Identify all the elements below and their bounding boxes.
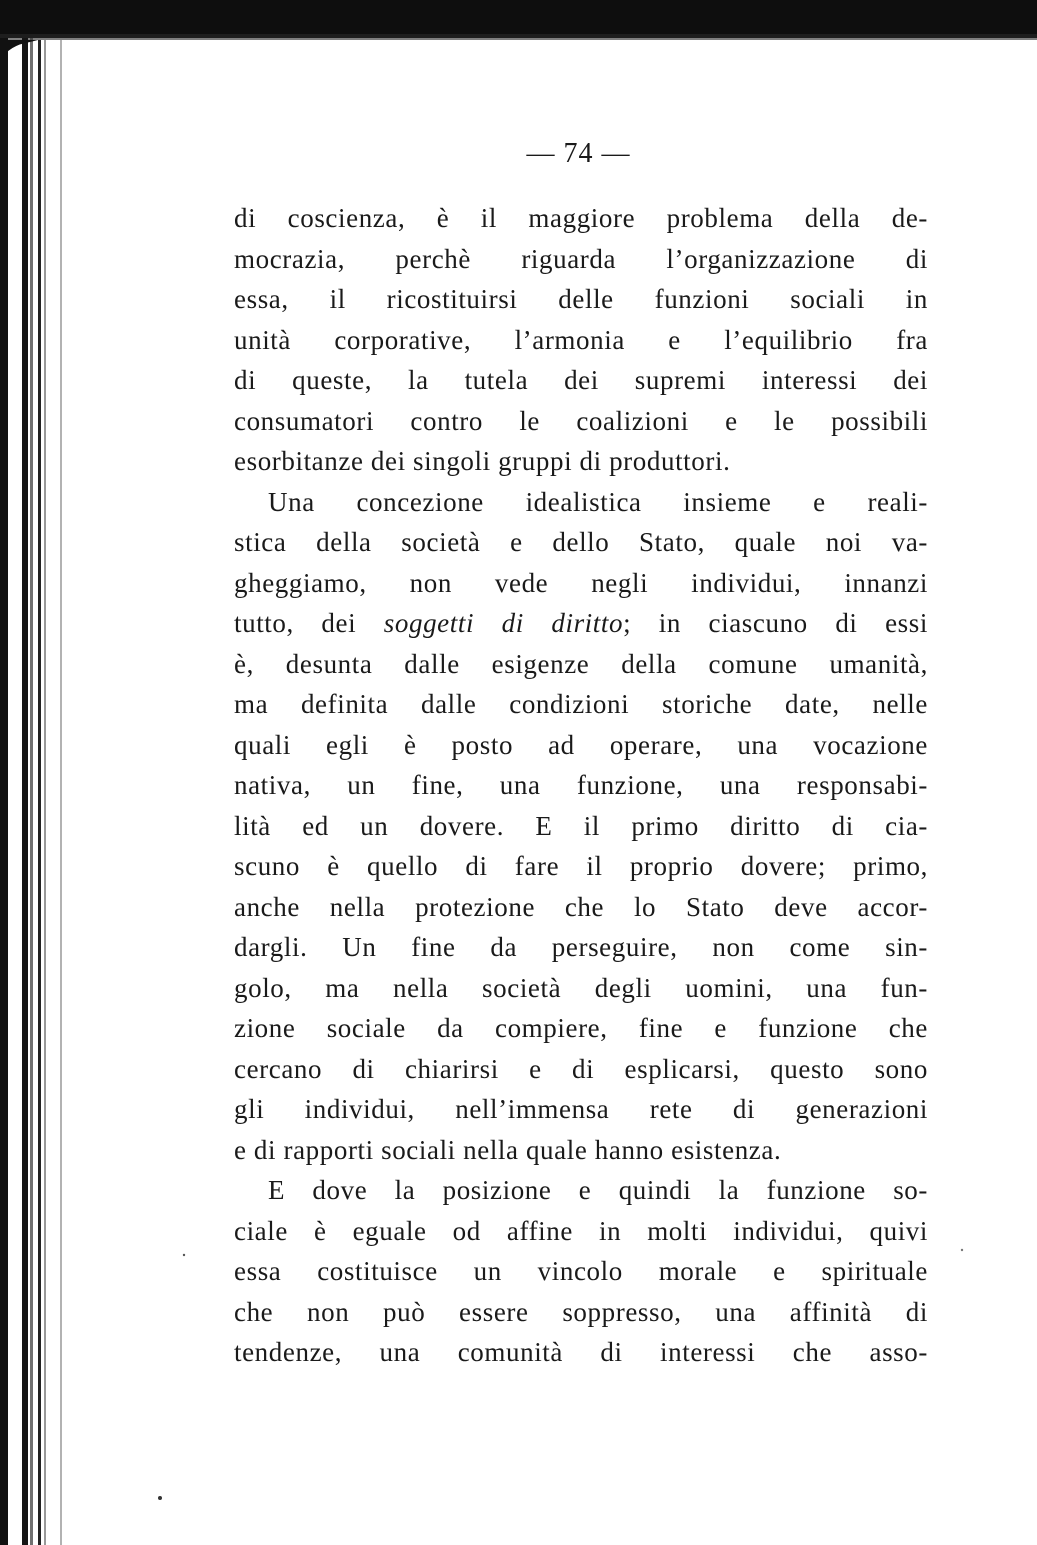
- text-segment: tutto, dei: [234, 608, 357, 638]
- text-line: tendenze, una comunità di interessi che asso-: [234, 1337, 928, 1367]
- text-line: gli individui, nell’immensa rete di generazioni: [234, 1094, 928, 1124]
- text-line: ma definita dalle condizioni storiche date, nelle: [234, 689, 928, 719]
- text-line-with-italic: [234, 603, 928, 644]
- page-number: — 74 —: [526, 138, 631, 169]
- text-line: ciale è eguale od affine in molti individui, quivi: [234, 1215, 928, 1246]
- text-line: di queste, la tutela dei supremi interessi dei: [234, 365, 928, 395]
- paragraph-3: [234, 1170, 928, 1373]
- text-line: cercano di chiarirsi e di esplicarsi, questo sono: [234, 1053, 928, 1084]
- text-line: è, desunta dalle esigenze della comune umanità,: [234, 648, 928, 679]
- italic-phrase: soggetti di diritto: [383, 608, 624, 638]
- text-line: stica della società e dello Stato, quale noi va-: [234, 527, 928, 557]
- text-line: anche nella protezione che lo Stato deve accor-: [234, 891, 928, 922]
- paragraph-2: [234, 482, 928, 1171]
- text-line: golo, ma nella società degli uomini, una fun-: [234, 972, 928, 1003]
- text-line: Una concezione idealistica insieme e reali-: [268, 486, 928, 517]
- text-line: unità corporative, l’armonia e l’equilibrio fra: [234, 324, 928, 355]
- text-line: nativa, un fine, una funzione, una responsabi-: [234, 770, 928, 800]
- text-line: essa, il ricostituirsi delle funzioni sociali in: [234, 284, 928, 314]
- text-line: di coscienza, è il maggiore problema della de-: [234, 203, 928, 233]
- text-line: lità ed un dovere. E il primo diritto di cia-: [234, 810, 928, 841]
- text-line: E dove la posizione e quindi la funzione so-: [268, 1175, 928, 1205]
- text-line: che non può essere soppresso, una affinità di: [234, 1296, 928, 1327]
- text-line: esorbitanze dei singoli gruppi di produttori.: [234, 446, 731, 476]
- text-line: quali egli è posto ad operare, una vocazione: [234, 729, 928, 760]
- body-text: [234, 198, 928, 1373]
- text-line: zione sociale da compiere, fine e funzione che: [234, 1013, 928, 1043]
- text-line: mocrazia, perchè riguarda l’organizzazione di: [234, 243, 928, 274]
- text-line: e di rapporti sociali nella quale hanno esistenza.: [234, 1134, 782, 1165]
- text-line: dargli. Un fine da perseguire, non come sin-: [234, 932, 928, 962]
- paragraph-1: [234, 198, 928, 482]
- text-line: essa costituisce un vincolo morale e spirituale: [234, 1256, 928, 1286]
- text-line: scuno è quello di fare il proprio dovere; primo,: [234, 851, 928, 881]
- text-segment: ; in ciascuno di essi: [623, 608, 928, 638]
- text-line: consumatori contro le coalizioni e le possibili: [234, 405, 928, 436]
- text-line: gheggiamo, non vede negli individui, innanzi: [234, 567, 928, 598]
